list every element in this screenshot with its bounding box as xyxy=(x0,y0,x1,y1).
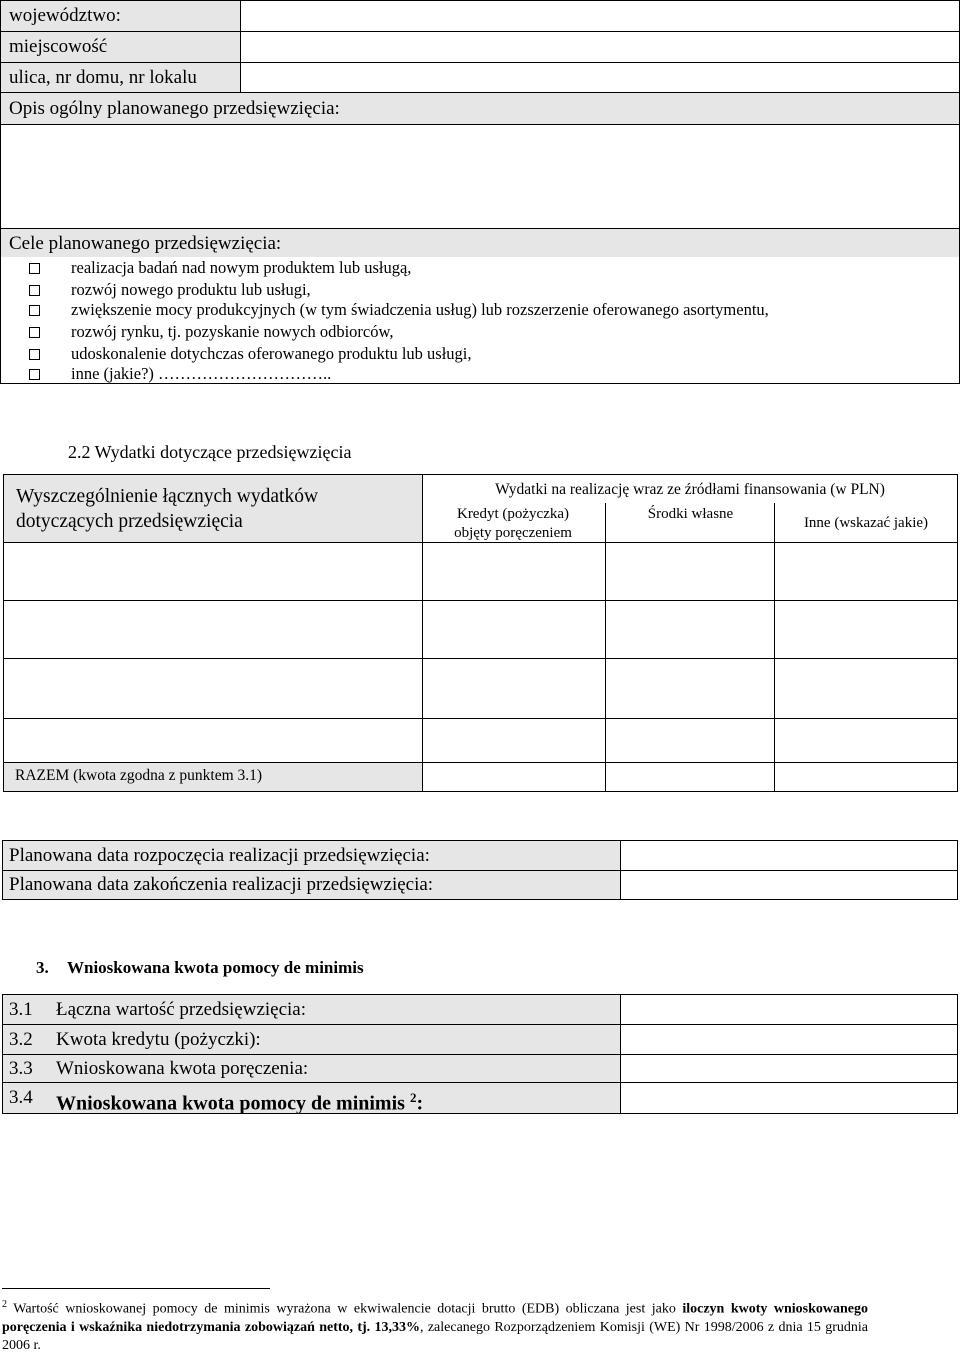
sekcja3-title: Wnioskowana kwota pomocy de minimis xyxy=(67,958,364,977)
group-header: Wydatki na realizację wraz ze źródłami finansowania (w PLN) xyxy=(495,481,885,498)
footnote-text-1: Wartość wnioskowanej pomocy de minimis wyrażona w ekwiwalencie dotacji brutto (EDB) obliczana jest jako xyxy=(13,1301,683,1317)
row34-num: 3.4 xyxy=(9,1087,33,1108)
row31-label-cell xyxy=(3,995,621,1025)
wydatki-table xyxy=(3,474,958,792)
daty-table xyxy=(2,840,958,900)
checkbox-icon[interactable] xyxy=(29,327,40,338)
razem-label-cell xyxy=(4,763,423,791)
opis-label-bar xyxy=(1,93,959,125)
rozpoczecie-field[interactable] xyxy=(621,841,957,871)
row34-field[interactable] xyxy=(621,1083,957,1113)
ulica-label-cell xyxy=(1,63,241,93)
razem-kredyt[interactable] xyxy=(423,763,606,791)
wydatki-cell-srodki[interactable] xyxy=(606,719,775,762)
razem-inne[interactable] xyxy=(775,763,957,791)
col1-header-cell xyxy=(4,475,423,543)
row31-label: Łączna wartość przedsięwzięcia: xyxy=(56,999,307,1020)
footnote-ref[interactable]: 2 xyxy=(409,1090,417,1105)
wojewodztwo-field[interactable] xyxy=(241,1,959,32)
wydatki-row xyxy=(4,659,957,719)
cele-section xyxy=(0,228,960,384)
wydatki-cell-srodki[interactable] xyxy=(606,659,775,718)
sekcja3-heading xyxy=(36,958,364,978)
footnote-bold: iloczyn kwoty wnioskowanego poręczenia i wskaźnika niedotrzymania zobowiązań netto, tj. 13,33% xyxy=(2,1301,869,1335)
razem-label: RAZEM (kwota zgodna z punktem 3.1) xyxy=(15,767,263,784)
row34-label-wrap xyxy=(56,1083,423,1119)
checkbox-icon[interactable] xyxy=(29,349,40,360)
cele-option-label: rozwój rynku, tj. pozyskanie nowych odbiorców, xyxy=(71,322,394,341)
kredyt-header: Kredyt (pożyczka) objęty poręczeniem xyxy=(454,506,572,541)
wydatki-cell-desc[interactable] xyxy=(4,601,423,658)
ulica-label: ulica, nr domu, nr lokalu xyxy=(9,67,197,88)
srodki-header-cell xyxy=(606,503,775,543)
zakonczenie-label-cell xyxy=(3,871,621,899)
cele-option-label: inne (jakie?) ………………………….. xyxy=(71,364,332,383)
row33-label-cell xyxy=(3,1055,621,1083)
wydatki-cell-kredyt[interactable] xyxy=(423,543,606,600)
group-header-cell xyxy=(423,475,957,503)
checkbox-icon[interactable] xyxy=(29,263,40,274)
wydatki-cell-desc[interactable] xyxy=(4,659,423,718)
miejscowosc-label-cell xyxy=(1,32,241,63)
address-table xyxy=(0,0,960,93)
row31-num: 3.1 xyxy=(9,999,33,1020)
wojewodztwo-label: województwo: xyxy=(9,5,121,26)
inne-header-cell xyxy=(775,503,957,543)
rozpoczecie-label: Planowana data rozpoczęcia realizacji przedsięwzięcia: xyxy=(9,845,430,866)
cele-option-label: rozwój nowego produktu lub usługi, xyxy=(71,280,311,299)
wydatki-cell-srodki[interactable] xyxy=(606,543,775,600)
cele-label: Cele planowanego przedsięwzięcia: xyxy=(9,233,282,254)
wydatki-row xyxy=(4,719,957,763)
row32-label: Kwota kredytu (pożyczki): xyxy=(56,1029,261,1050)
wydatki-row xyxy=(4,543,957,601)
cele-option-label: udoskonalenie dotychczas oferowanego produktu lub usługi, xyxy=(71,344,472,363)
row32-num: 3.2 xyxy=(9,1029,33,1050)
razem-row xyxy=(4,763,957,791)
row34-colon: : xyxy=(416,1092,424,1115)
wojewodztwo-label-cell xyxy=(1,1,241,32)
row31-field[interactable] xyxy=(621,995,957,1025)
wydatki-cell-desc[interactable] xyxy=(4,719,423,762)
zakonczenie-field[interactable] xyxy=(621,871,957,899)
cele-label-bar xyxy=(1,229,959,257)
kredyt-header-cell xyxy=(423,503,606,543)
srodki-header: Środki własne xyxy=(647,506,734,522)
sekcja3-table xyxy=(2,994,958,1114)
miejscowosc-label: miejscowość xyxy=(9,36,108,57)
wydatki-cell-inne[interactable] xyxy=(775,543,957,600)
checkbox-icon[interactable] xyxy=(29,305,40,316)
wydatki-heading: 2.2 Wydatki dotyczące przedsięwzięcia xyxy=(68,442,352,462)
sekcja3-number: 3. xyxy=(36,958,49,977)
row32-field[interactable] xyxy=(621,1025,957,1055)
wydatki-cell-inne[interactable] xyxy=(775,601,957,658)
razem-srodki[interactable] xyxy=(606,763,775,791)
row34-label-cell xyxy=(3,1083,621,1113)
wydatki-row xyxy=(4,601,957,659)
row33-field[interactable] xyxy=(621,1055,957,1083)
opis-section xyxy=(0,92,960,229)
wydatki-cell-inne[interactable] xyxy=(775,719,957,762)
wydatki-cell-kredyt[interactable] xyxy=(423,659,606,718)
col1-header: Wyszczególnienie łącznych wydatków dotyczących przedsięwzięcia xyxy=(16,486,319,532)
wydatki-cell-kredyt[interactable] xyxy=(423,601,606,658)
row32-label-cell xyxy=(3,1025,621,1055)
checkbox-icon[interactable] xyxy=(29,369,40,380)
wydatki-cell-desc[interactable] xyxy=(4,543,423,600)
cele-option-label: realizacja badań nad nowym produktem lub usługą, xyxy=(71,258,412,277)
footnote xyxy=(2,1296,868,1355)
row33-label: Wnioskowana kwota poręczenia: xyxy=(56,1058,309,1079)
inne-header: Inne (wskazać jakie) xyxy=(803,515,929,531)
cele-option-label: zwiększenie mocy produkcyjnych (w tym świadczenia usług) lub rozszerzenie oferowanego asortymentu, xyxy=(71,300,769,319)
footnote-mark: 2 xyxy=(2,1299,7,1310)
zakonczenie-label: Planowana data zakończenia realizacji przedsięwzięcia: xyxy=(9,874,434,895)
row34-label: Wnioskowana kwota pomocy de minimis xyxy=(56,1092,405,1115)
footnote-separator xyxy=(2,1288,270,1289)
footnote-text-2: , zalecanego Rozporządzeniem Komisji (WE) Nr 1998/2006 z dnia 15 grudnia 2006 r. xyxy=(2,1319,869,1353)
opis-field[interactable] xyxy=(1,125,959,228)
miejscowosc-field[interactable] xyxy=(241,32,959,63)
wydatki-cell-kredyt[interactable] xyxy=(423,719,606,762)
opis-label: Opis ogólny planowanego przedsięwzięcia: xyxy=(9,98,340,119)
wydatki-cell-inne[interactable] xyxy=(775,659,957,718)
rozpoczecie-label-cell xyxy=(3,841,621,871)
row33-num: 3.3 xyxy=(9,1058,33,1079)
wydatki-cell-srodki[interactable] xyxy=(606,601,775,658)
checkbox-icon[interactable] xyxy=(29,285,40,296)
ulica-field[interactable] xyxy=(241,63,959,93)
